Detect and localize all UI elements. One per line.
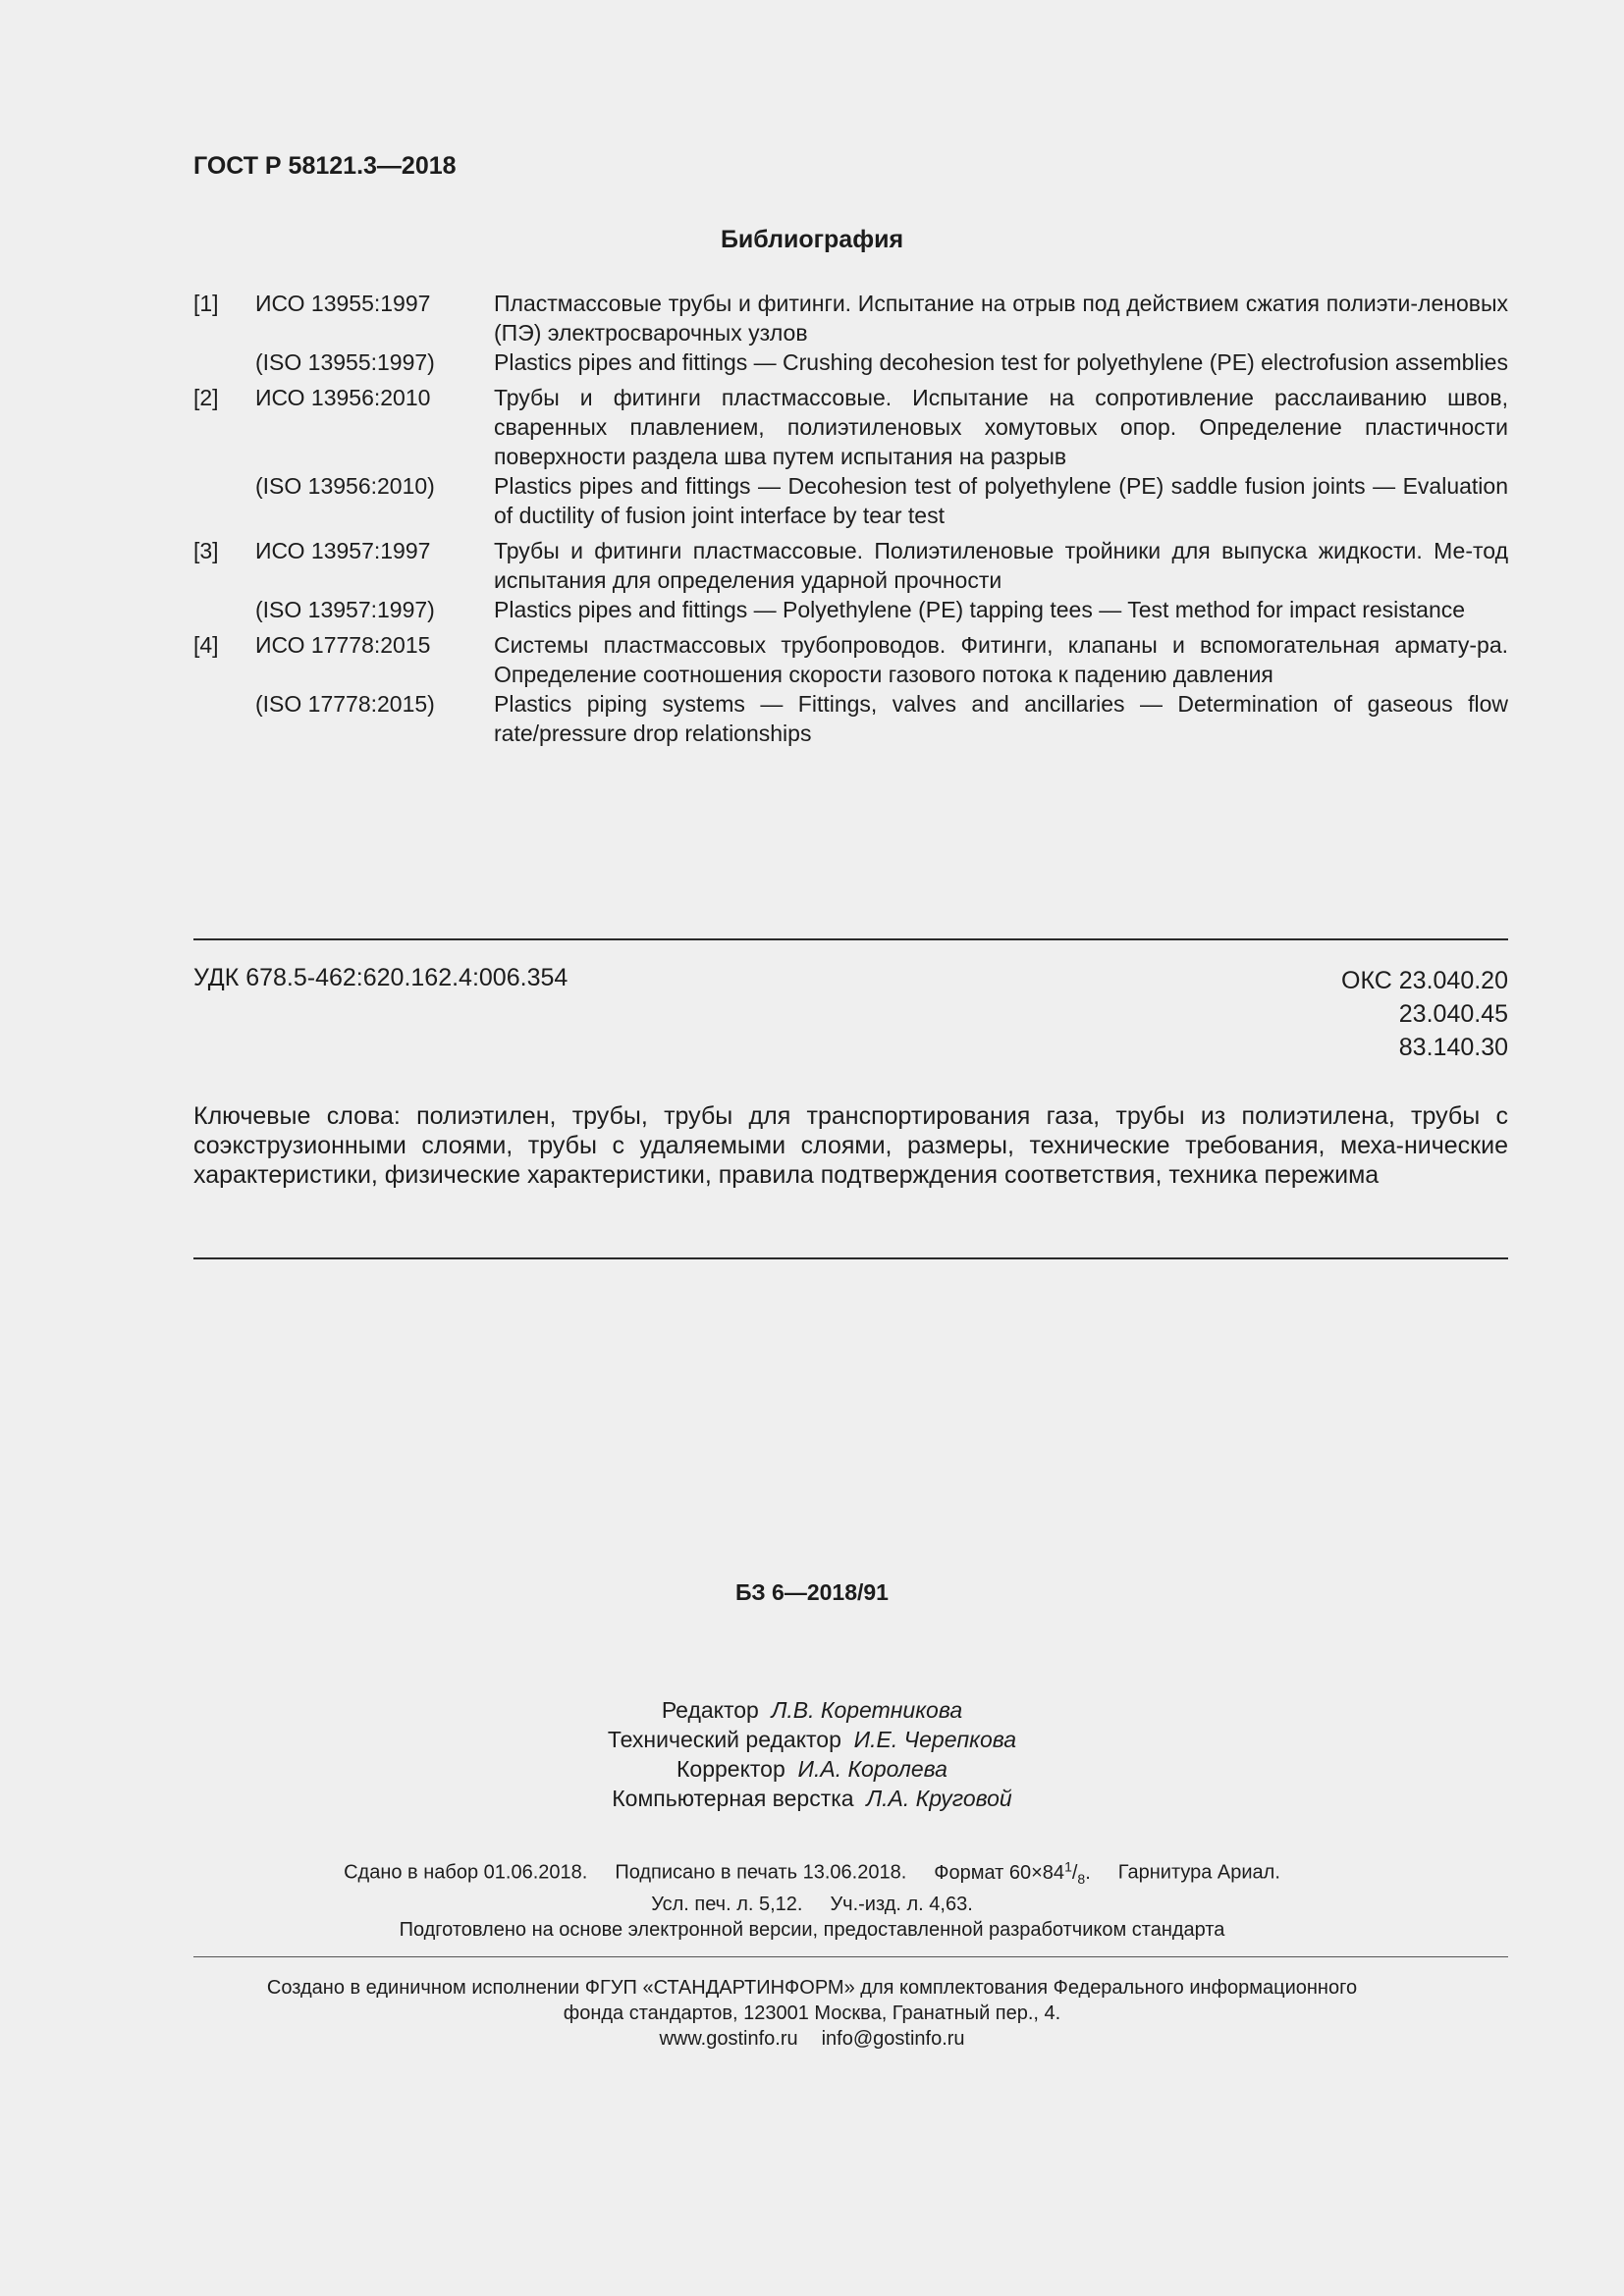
credit-name: Л.В. Коретникова (771, 1697, 963, 1723)
publisher-contacts (0, 2026, 1624, 2052)
entry-code-en: (ISO 13957:1997) (255, 597, 435, 622)
entry-title-en: Plastics pipes and fittings — Polyethylene (PE) tapping tees — Test method for impact resistance (494, 597, 1466, 622)
credit-line (0, 1754, 1624, 1784)
bz-number: БЗ 6—2018/91 (735, 1579, 889, 1605)
credit-name: И.А. Королева (797, 1756, 947, 1782)
oks-code: 83.140.30 (1398, 1034, 1508, 1061)
entry-title-ru: Пластмассовые трубы и фитинги. Испытание на отрыв под действием сжатия полиэти-леновых (ПЭ) электросварочных узлов (494, 291, 1508, 346)
entry-title-en: Plastics pipes and fittings — Crushing decohesion test for polyethylene (PE) electrofusion assemblies (494, 349, 1508, 375)
entry-code-en: (ISO 13955:1997) (255, 349, 435, 375)
entry-number: [2] (193, 385, 219, 410)
format-prefix: Формат 60×84 (934, 1861, 1065, 1884)
publisher-line: фонда стандартов, 123001 Москва, Гранатный пер., 4. (563, 2002, 1061, 2024)
credit-name: И.Е. Черепкова (853, 1727, 1017, 1752)
print-info-line (0, 1853, 1624, 1892)
oks-codes (1341, 964, 1508, 1064)
entry-number: [3] (193, 538, 219, 563)
bibliography-entry (193, 383, 1508, 530)
credit-role: Редактор (661, 1697, 759, 1723)
credit-role: Компьютерная верстка (612, 1786, 854, 1811)
entry-title-en: Plastics piping systems — Fittings, valves and ancillaries — Determination of gaseous flow rate/pressure drop relationships (494, 691, 1508, 746)
format-sup: 1 (1064, 1858, 1072, 1874)
bibliography-entry (193, 289, 1508, 377)
entry-number: [4] (193, 632, 219, 658)
entry-title-ru: Трубы и фитинги пластмассовые. Испытание на сопротивление расслаиванию швов, сваренных плавлением, полиэтиленовых хомутовых опор. Определение пластичности поверхности раздела шва путем испытания на разрыв (494, 385, 1508, 469)
entry-code-en: (ISO 13956:2010) (255, 473, 435, 499)
udk-code: УДК 678.5-462:620.162.4:006.354 (193, 964, 568, 991)
entry-title-ru: Системы пластмассовых трубопроводов. Фитинги, клапаны и вспомогательная армату-ра. Определение соотношения скорости газового потока к падению давления (494, 632, 1508, 687)
signed-date: Подписано в печать 13.06.2018. (615, 1861, 907, 1884)
credit-line (0, 1725, 1624, 1754)
publisher-info (0, 1975, 1624, 2052)
oks-code: ОКС 23.040.20 (1341, 967, 1508, 994)
credit-role: Технический редактор (607, 1727, 841, 1752)
divider (193, 938, 1508, 940)
keywords: Ключевые слова: полиэтилен, трубы, трубы для транспортирования газа, трубы из полиэтилена, трубы с соэкструзионными слоями, трубы с удаляемыми слоями, размеры, технические требования, меха-нические характеристики, физические характеристики, правила подтверждения соответствия, техника пережима (193, 1102, 1508, 1189)
format-sub: 8 (1077, 1870, 1086, 1887)
bibliography-list (193, 289, 1508, 754)
format-suffix: . (1085, 1861, 1091, 1884)
print-sheets: Усл. печ. л. 5,12. (651, 1893, 803, 1915)
divider (193, 1257, 1508, 1259)
entry-code-ru: ИСО 13955:1997 (255, 291, 431, 316)
document-code: ГОСТ Р 58121.3—2018 (193, 152, 457, 180)
entry-title-en: Plastics pipes and fittings — Decohesion test of polyethylene (PE) saddle fusion joints — Evaluation of ductility of fusion joint interface by tear test (494, 473, 1508, 528)
credit-line (0, 1695, 1624, 1725)
print-info-line (0, 1892, 1624, 1917)
entry-number: [1] (193, 291, 219, 316)
credits (0, 1695, 1624, 1813)
pub-sheets: Уч.-изд. л. 4,63. (830, 1893, 973, 1915)
email-link[interactable]: info@gostinfo.ru (821, 2028, 965, 2050)
bibliography-title: Библиография (720, 226, 904, 253)
typeface: Гарнитура Ариал. (1117, 1861, 1280, 1884)
print-info (0, 1853, 1624, 1943)
divider (193, 1956, 1508, 1957)
entry-code-en: (ISO 17778:2015) (255, 691, 435, 717)
bibliography-entry (193, 630, 1508, 748)
entry-code-ru: ИСО 13956:2010 (255, 385, 431, 410)
credit-line (0, 1784, 1624, 1813)
website-link[interactable]: www.gostinfo.ru (659, 2028, 798, 2050)
credit-role: Корректор (677, 1756, 785, 1782)
submitted-date: Сдано в набор 01.06.2018. (344, 1861, 588, 1884)
entry-code-ru: ИСО 17778:2015 (255, 632, 431, 658)
prepared-note: Подготовлено на основе электронной версии, предоставленной разработчиком стандарта (399, 1918, 1225, 1941)
format: Формат $60\times 84^1/_8$. (934, 1858, 1091, 1887)
credit-name: Л.А. Круговой (866, 1786, 1012, 1811)
entry-title-ru: Трубы и фитинги пластмассовые. Полиэтиленовые тройники для выпуска жидкости. Ме-тод испытания для определения ударной прочности (494, 538, 1508, 593)
publisher-line: Создано в единичном исполнении ФГУП «СТАНДАРТИНФОРМ» для комплектования Федерального информационного (266, 1977, 1358, 1999)
oks-code: 23.040.45 (1398, 1000, 1508, 1028)
bibliography-entry (193, 536, 1508, 624)
entry-code-ru: ИСО 13957:1997 (255, 538, 431, 563)
